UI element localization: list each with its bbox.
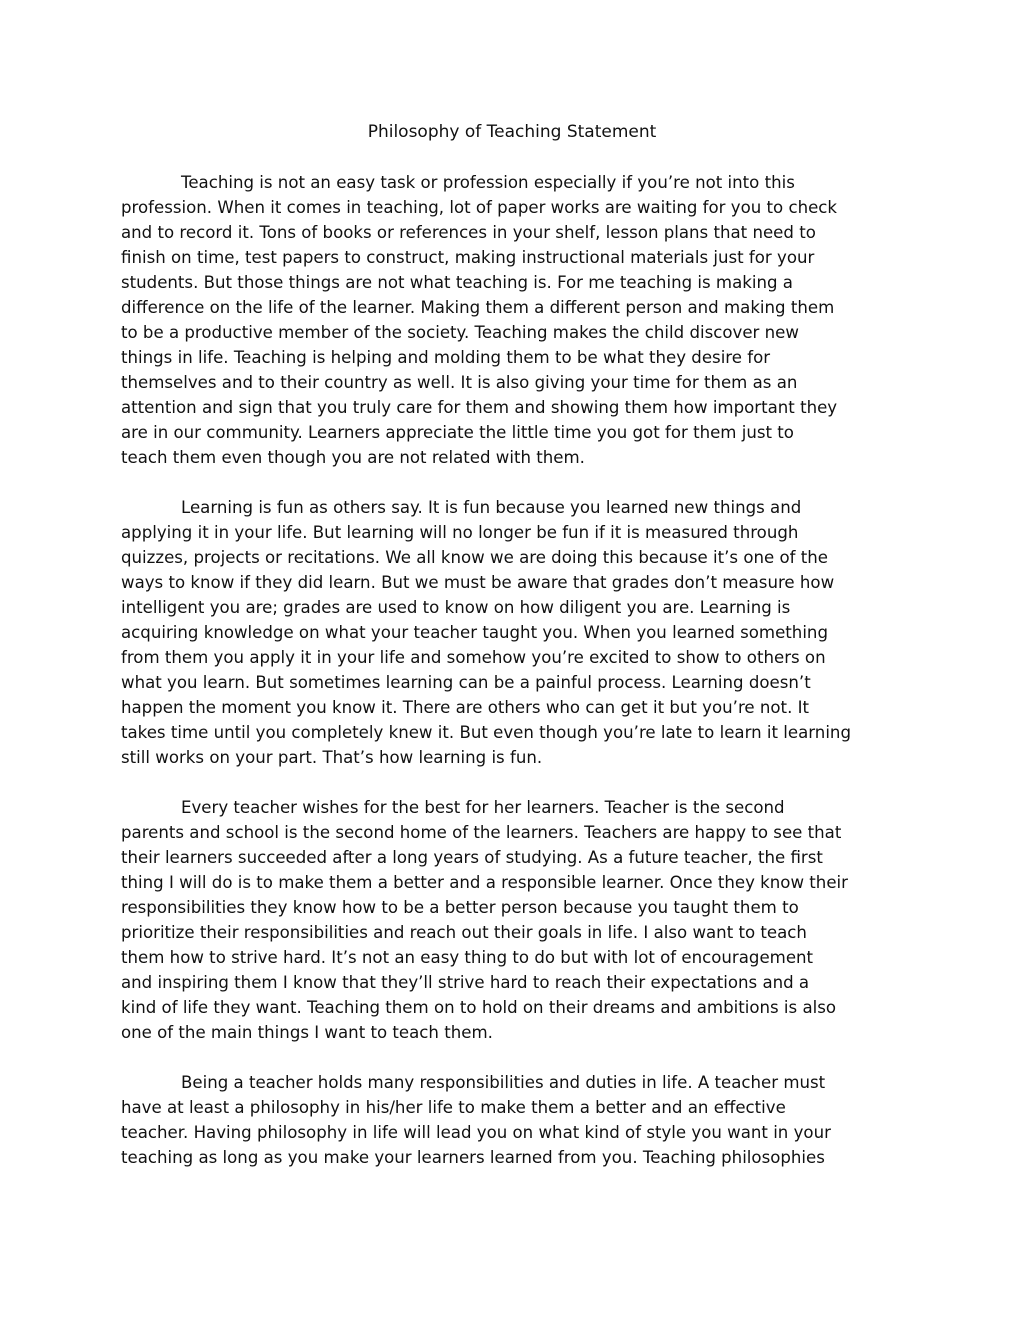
text-line: acquiring knowledge on what your teacher taught you. When you learned something <box>121 623 828 642</box>
text-line: Teaching is not an easy task or profession especially if you’re not into this <box>181 173 795 192</box>
text-line: happen the moment you know it. There are others who can get it but you’re not. It <box>121 698 810 717</box>
text-line: themselves and to their country as well. It is also giving your time for them as an <box>121 373 798 392</box>
text-line: and to record it. Tons of books or references in your shelf, lesson plans that need to <box>121 223 816 242</box>
text-line: takes time until you completely knew it. But even though you’re late to learn it learning <box>121 723 851 742</box>
text-line: parents and school is the second home of the learners. Teachers are happy to see that <box>121 823 842 842</box>
text-line: them how to strive hard. It’s not an easy thing to do but with lot of encouragement <box>121 948 814 967</box>
text-line: intelligent you are; grades are used to know on how diligent you are. Learning is <box>121 598 791 617</box>
text-line: difference on the life of the learner. Making them a different person and making them <box>121 298 835 317</box>
text-line: profession. When it comes in teaching, lot of paper works are waiting for you to check <box>121 198 838 217</box>
text-line: kind of life they want. Teaching them on to hold on their dreams and ambitions is also <box>121 998 837 1017</box>
text-line: to be a productive member of the society. Teaching makes the child discover new <box>121 323 799 342</box>
document-body <box>121 170 911 1195</box>
text-line: from them you apply it in your life and somehow you’re excited to show to others on <box>121 648 826 667</box>
text-line: quizzes, projects or recitations. We all know we are doing this because it’s one of the <box>121 548 828 567</box>
text-line: students. But those things are not what teaching is. For me teaching is making a <box>121 273 793 292</box>
paragraph-4 <box>121 1070 911 1170</box>
text-line: are in our community. Learners appreciate the little time you got for them just to <box>121 423 794 442</box>
text-line: ways to know if they did learn. But we must be aware that grades don’t measure how <box>121 573 835 592</box>
text-line: what you learn. But sometimes learning can be a painful process. Learning doesn’t <box>121 673 811 692</box>
text-line: Learning is fun as others say. It is fun because you learned new things and <box>181 498 802 517</box>
text-line: one of the main things I want to teach them. <box>121 1023 493 1042</box>
paragraph-2 <box>121 495 911 770</box>
text-line: finish on time, test papers to construct, making instructional materials just for your <box>121 248 815 267</box>
text-line: teach them even though you are not related with them. <box>121 448 585 467</box>
text-line: applying it in your life. But learning will no longer be fun if it is measured through <box>121 523 799 542</box>
text-line: have at least a philosophy in his/her life to make them a better and an effective <box>121 1098 786 1117</box>
document-title: Philosophy of Teaching Statement <box>367 122 657 142</box>
text-line: teacher. Having philosophy in life will lead you on what kind of style you want in your <box>121 1123 831 1142</box>
text-line: still works on your part. That’s how learning is fun. <box>121 748 543 767</box>
paragraph-1 <box>121 170 911 470</box>
text-line: Every teacher wishes for the best for her learners. Teacher is the second <box>181 798 785 817</box>
text-line: things in life. Teaching is helping and molding them to be what they desire for <box>121 348 771 367</box>
text-line: responsibilities they know how to be a better person because you taught them to <box>121 898 799 917</box>
text-line: teaching as long as you make your learners learned from you. Teaching philosophies <box>121 1148 825 1167</box>
text-line: attention and sign that you truly care for them and showing them how important they <box>121 398 838 417</box>
text-line: and inspiring them I know that they’ll strive hard to reach their expectations and a <box>121 973 810 992</box>
text-line: their learners succeeded after a long years of studying. As a future teacher, the first <box>121 848 823 867</box>
paragraph-3 <box>121 795 911 1045</box>
text-line: prioritize their responsibilities and reach out their goals in life. I also want to teach <box>121 923 807 942</box>
text-line: thing I will do is to make them a better and a responsible learner. Once they know their <box>121 873 848 892</box>
text-line: Being a teacher holds many responsibilities and duties in life. A teacher must <box>181 1073 826 1092</box>
